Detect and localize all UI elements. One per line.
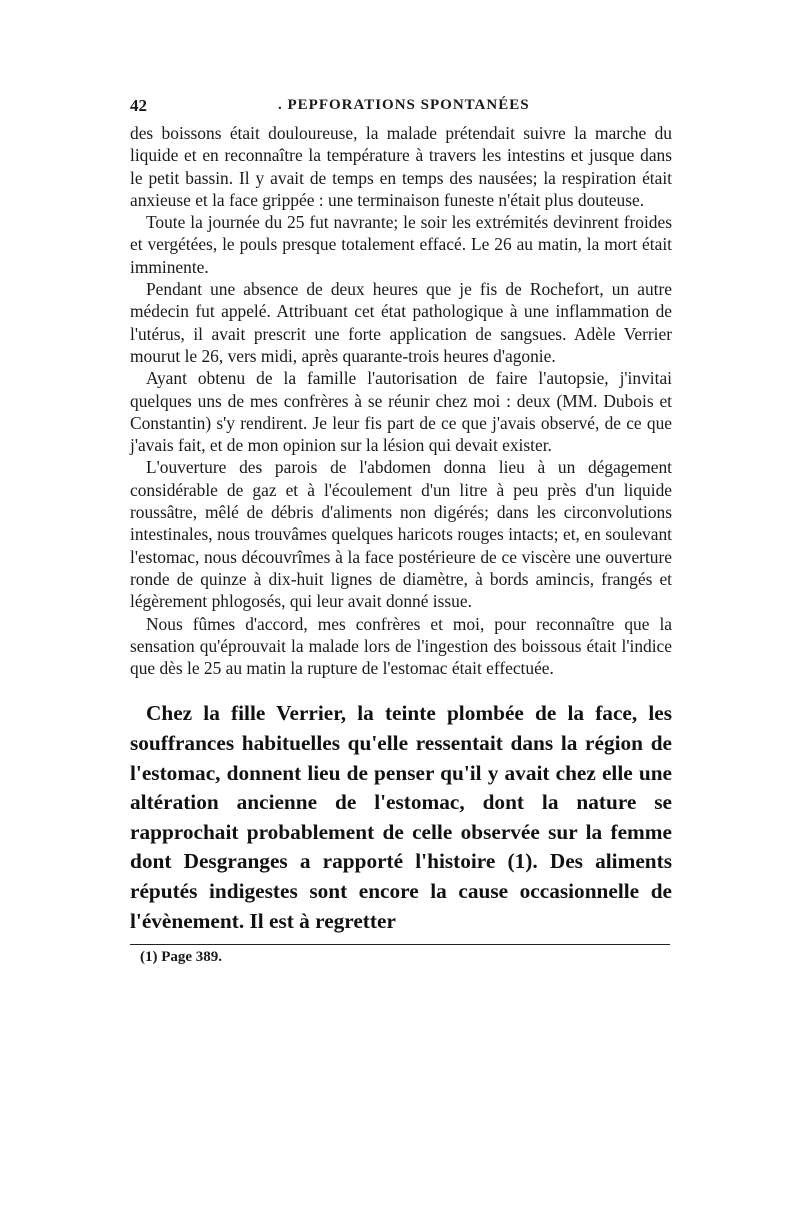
paragraph: Pendant une absence de deux heures que je fis de Rochefort, un autre médecin fut appelé. Attribuant cet état pathologique à une inflammation de l'utérus, il avait prescrit une forte application de sangsues. Adèle Verrier mourut le 26, vers midi, après quarante-trois heures d'agonie. [130,279,672,366]
page-number: 42 [130,96,147,115]
body-text-small [130,122,672,679]
book-page [130,96,672,966]
running-title: . PEPFORATIONS SPONTANÉES [278,97,530,113]
paragraph: Ayant obtenu de la famille l'autorisation de faire l'autopsie, j'invitai quelques uns de mes confrères à se réunir chez moi : deux (MM. Dubois et Constantin) s'y rendirent. Je leur fis part de ce que j'avais observé, de ce que j'avais fait, et de mon opinion sur la lésion qui devait exister. [130,368,672,456]
footnote-divider [130,944,670,945]
footnote: (1) Page 389. [140,949,223,966]
paragraph: des boissons était douloureuse, la malade prétendait suivre la marche du liquide et en reconnaître la température à travers les intestins et jusque dans le petit bassin. Il y avait de temps en temps des nausées; la respiration était anxieuse et la face grippée : une terminaison funeste n'était plus douteuse. [130,123,672,210]
body-text-large [130,699,672,936]
paragraph: Nous fûmes d'accord, mes confrères et moi, pour reconnaître que la sensation qu'éprouvait la malade lors de l'ingestion des boissous était l'indice que dès le 25 au matin la rupture de l'estomac était effectuée. [130,613,672,679]
page-header [130,96,672,122]
paragraph-large: Chez la fille Verrier, la teinte plombée de la face, les souffrances habituelles qu'elle ressentait dans la région de l'estomac, donnent lieu de penser qu'il y avait chez elle une altération ancienne de l'estomac, dont la nature se rapprochait probablement de celle observée sur la femme dont Desgranges a rapporté l'histoire (1). Des aliments réputés indigestes sont encore la cause occasionnelle de l'évènement. Il est à regretter [130,701,672,933]
paragraph: Toute la journée du 25 fut navrante; le soir les extrémités devinrent froides et vergétées, le pouls presque totalement effacé. Le 26 au matin, la mort était imminente. [130,212,672,277]
paragraph: L'ouverture des parois de l'abdomen donna lieu à un dégagement considérable de gaz et à l'écoulement d'un litre à peu près d'un liquide roussâtre, mêlé de débris d'aliments non digérés; dans les circonvolutions intestinales, nous trouvâmes quelques haricots rouges intacts; et, en soulevant l'estomac, nous découvrîmes à la face postérieure de ce viscère une ouverture ronde de quinze à dix-huit lignes de diamètre, à bords amincis, frangés et légèrement phlogosés, qui leur avait donné issue. [130,457,672,612]
